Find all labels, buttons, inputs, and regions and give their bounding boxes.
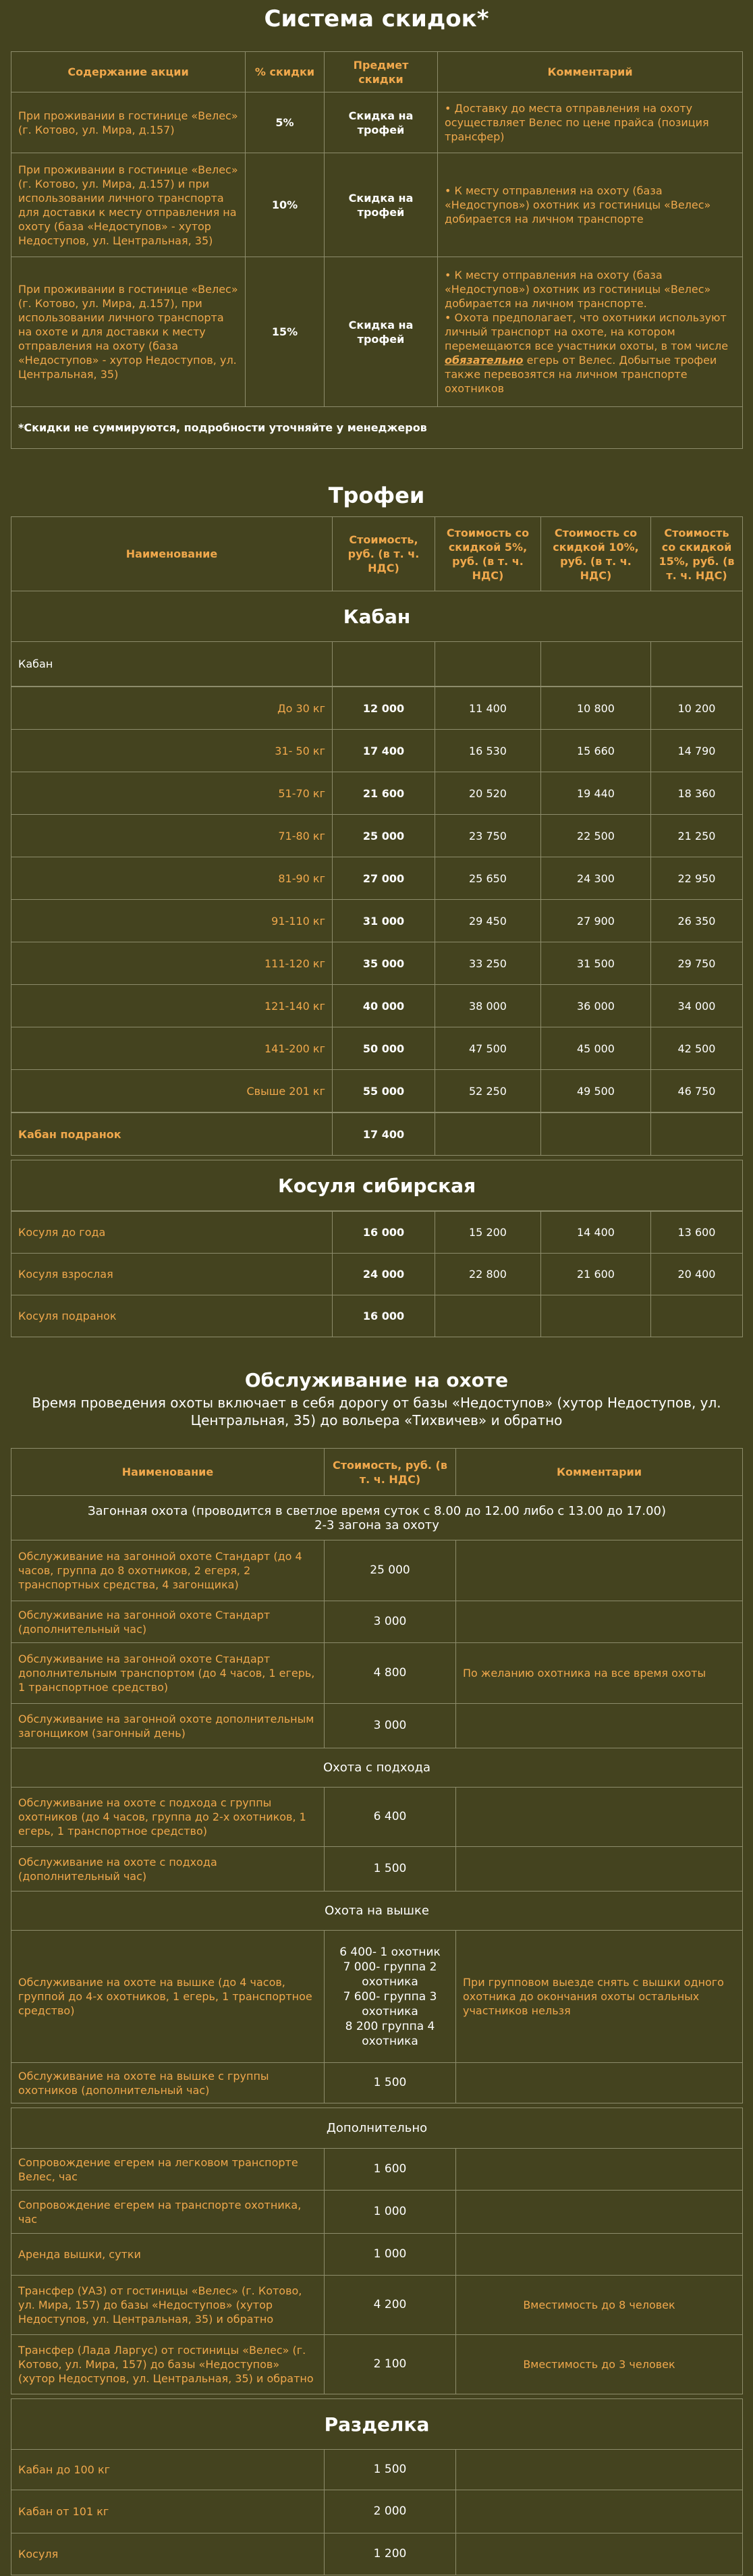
boar-price-15: 21 250: [651, 815, 743, 857]
boar-price-15: 18 360: [651, 772, 743, 815]
roe-price-15: 20 400: [651, 1254, 743, 1295]
header-price: Стоимость, руб. (в т. ч. НДС): [333, 517, 435, 591]
header-content: Содержание акции: [11, 52, 246, 92]
boar-price: 25 000: [333, 815, 435, 857]
boar-price-15: 10 200: [651, 687, 743, 730]
service-price: 3 000: [325, 1601, 456, 1643]
service-name: Обслуживание на загонной охоте дополнительным загонщиком (загонный день): [11, 1704, 325, 1748]
comment-text: • Охота предполагает, что охотники используют личный транспорт на охоте, на котором перемещаются все участники охоты, в том числе: [445, 311, 729, 352]
boar-price: 12 000: [333, 687, 435, 730]
discounts-footnote-row: [11, 407, 743, 449]
service-comment: [456, 2149, 743, 2191]
service-price: 1 500: [325, 2063, 456, 2103]
service-name: Обслуживание на охоте на вышке (до 4 часов, группой до 4-х охотников, 1 егерь, 1 транспортное средство): [11, 1931, 325, 2063]
service-name: Обслуживание на загонной охоте Стандарт (дополнительный час): [11, 1601, 325, 1643]
discount-comment: [438, 257, 743, 407]
boar-price-5: 20 520: [435, 772, 541, 815]
boar-price-5: 16 530: [435, 730, 541, 772]
header-discount-5: Стоимость со скидкой 5%, руб. (в т. ч. НДС): [435, 517, 541, 591]
tower-price-line: 7 600- группа 3 охотника: [343, 1989, 437, 2018]
service-price: 1 000: [325, 2191, 456, 2234]
discount-percent: 15%: [246, 257, 325, 407]
additional-row: [11, 2108, 743, 2149]
butchering-category-row: [11, 2399, 743, 2450]
stalk-hunt-row: [11, 1748, 743, 1788]
service-comment: [456, 1540, 743, 1601]
service-price: 1 000: [325, 2234, 456, 2276]
roe-price: 16 000: [333, 1295, 435, 1337]
boar-wounded-name: Кабан подранок: [11, 1113, 333, 1156]
roe-price: 16 000: [333, 1212, 435, 1254]
discount-percent: 5%: [246, 92, 325, 153]
discounts-title: Система скидок*: [264, 5, 489, 32]
service-row: [11, 2276, 743, 2335]
boar-title: Кабан: [11, 591, 743, 642]
service-name: Обслуживание на загонной охоте Стандарт дополнительным транспортом (до 4 часов, 1 егерь, 1 транспортное средство): [11, 1643, 325, 1704]
boar-price-10: 45 000: [541, 1027, 651, 1070]
service-price: 1 500: [325, 2450, 456, 2490]
trophies-title: Трофеи: [328, 483, 425, 508]
roe-price-5: [435, 1295, 541, 1337]
boar-weight: 51-70 кг: [11, 772, 333, 815]
service-price: 2 000: [325, 2490, 456, 2533]
boar-price-10: 22 500: [541, 815, 651, 857]
service-price: 6 400: [325, 1788, 456, 1847]
additional-rows: [11, 2149, 743, 2394]
service-row: [11, 2149, 743, 2191]
header-name: Наименование: [11, 1449, 325, 1496]
boar-row: [11, 857, 743, 900]
discount-content: При проживании в гостинице «Велес» (г. Котово, ул. Мира, д.157): [11, 92, 246, 153]
roe-price-10: 14 400: [541, 1212, 651, 1254]
boar-row: [11, 772, 743, 815]
boar-price-15: 22 950: [651, 857, 743, 900]
boar-row: [11, 1027, 743, 1070]
boar-row: [11, 1070, 743, 1112]
boar-price-10: 10 800: [541, 687, 651, 730]
boar-price: 21 600: [333, 772, 435, 815]
boar-price-15: 42 500: [651, 1027, 743, 1070]
service-title: Обслуживание на охоте: [244, 1369, 509, 1391]
boar-price-5: 29 450: [435, 900, 541, 942]
boar-weight: 141-200 кг: [11, 1027, 333, 1070]
boar-price-15: 14 790: [651, 730, 743, 772]
boar-price-5: 11 400: [435, 687, 541, 730]
boar-price-5: 33 250: [435, 942, 541, 985]
service-comment: [456, 2533, 743, 2575]
roe-row: [11, 1212, 743, 1254]
header-subject: Предмет скидки: [325, 52, 438, 92]
boar-price: 55 000: [333, 1070, 435, 1112]
service-subtitle: Время проведения охоты включает в себя дорогу от базы «Недоступов» (хутор Недоступов, ул. Центральная, 35) до вольера «Тихвичев» и обратно: [32, 1395, 721, 1428]
roe-price-5: 15 200: [435, 1212, 541, 1254]
driven-hunt-row: [11, 1496, 743, 1540]
service-comment: [456, 2191, 743, 2234]
service-price: 25 000: [325, 1540, 456, 1601]
boar-weight: 91-110 кг: [11, 900, 333, 942]
discount-comment-line: [445, 311, 735, 396]
service-name: Косуля: [11, 2533, 325, 2575]
boar-price-15: 29 750: [651, 942, 743, 985]
butchering-rows: [11, 2450, 743, 2575]
service-name: Сопровождение егерем на транспорте охотника, час: [11, 2191, 325, 2234]
roe-price: 24 000: [333, 1254, 435, 1295]
roe-row: [11, 1254, 743, 1295]
service-comment: [456, 2450, 743, 2490]
roe-price-10: [541, 1295, 651, 1337]
boar-rows: [11, 687, 743, 1112]
service-table: [11, 1448, 743, 2575]
additional-title: Дополнительно: [11, 2108, 743, 2149]
service-row: [11, 2335, 743, 2394]
service-row: [11, 2063, 743, 2103]
header-name: Наименование: [11, 517, 333, 591]
boar-row: [11, 942, 743, 985]
service-comment: При групповом выезде снять с вышки одного охотника до окончания охоты остальных участников нельзя: [456, 1931, 743, 2063]
roe-price-10: 21 600: [541, 1254, 651, 1295]
service-name: Обслуживание на охоте с подхода (дополнительный час): [11, 1847, 325, 1891]
tower-price-line: 8 200 группа 4 охотника: [345, 2019, 435, 2048]
boar-price-10: 24 300: [541, 857, 651, 900]
boar-weight: До 30 кг: [11, 687, 333, 730]
service-price: 4 800: [325, 1643, 456, 1704]
boar-price-10: 27 900: [541, 900, 651, 942]
boar-price-10: 36 000: [541, 985, 651, 1027]
service-price: 3 000: [325, 1704, 456, 1748]
service-name: Сопровождение егерем на легковом транспорте Велес, час: [11, 2149, 325, 2191]
boar-category-row: [11, 591, 743, 642]
roe-price-15: [651, 1295, 743, 1337]
boar-price: 50 000: [333, 1027, 435, 1070]
boar-row: [11, 730, 743, 772]
discounts-header-row: [11, 52, 743, 92]
service-price: 1 500: [325, 1847, 456, 1891]
discount-subject: Скидка на трофей: [325, 153, 438, 257]
service-comment: Вместимость до 8 человек: [456, 2276, 743, 2335]
boar-weight: 31- 50 кг: [11, 730, 333, 772]
tower-price-line: 6 400- 1 охотник: [339, 1945, 441, 1959]
service-comment: [456, 1847, 743, 1891]
roe-price-5: 22 800: [435, 1254, 541, 1295]
service-comment: [456, 1788, 743, 1847]
service-name: Кабан от 101 кг: [11, 2490, 325, 2533]
service-name: Обслуживание на охоте с подхода с группы охотников (до 4 часов, группа до 2-х охотников, 1 егерь, 1 транспортное средство): [11, 1788, 325, 1847]
comment-emphasis: обязательно: [445, 354, 524, 367]
stalk-hunt-title: Охота с подхода: [11, 1748, 743, 1788]
service-price: 4 200: [325, 2276, 456, 2335]
boar-price-10: 49 500: [541, 1070, 651, 1112]
discount-content: При проживании в гостинице «Велес» (г. Котово, ул. Мира, д.157), при использовании личного транспорта на охоте и для доставки к месту отправления на охоту (база «Недоступов» - хутор Недоступов, ул. Центральная, 35): [11, 257, 246, 407]
trophies-table: [11, 516, 743, 687]
service-price: 2 100: [325, 2335, 456, 2394]
boar-price-5: 47 500: [435, 1027, 541, 1070]
discounts-footnote: *Скидки не суммируются, подробности уточняйте у менеджеров: [11, 407, 743, 449]
roe-name: Косуля до года: [11, 1212, 333, 1254]
header-percent: % скидки: [246, 52, 325, 92]
service-row: [11, 2450, 743, 2490]
service-comment: [456, 2234, 743, 2276]
driven-hunt-title-line: Загонная охота (проводится в светлое время суток с 8.00 до 12.00 либо с 13.00 до 17.00): [87, 1503, 667, 1518]
boar-price-5: 52 250: [435, 1070, 541, 1112]
discount-subject: Скидка на трофей: [325, 257, 438, 407]
header-price: Стоимость, руб. (в т. ч. НДС): [325, 1449, 456, 1496]
boar-weight: 121-140 кг: [11, 985, 333, 1027]
roe-rows: [11, 1212, 743, 1337]
service-row: [11, 1643, 743, 1704]
boar-weight: 111-120 кг: [11, 942, 333, 985]
boar-price-10: 31 500: [541, 942, 651, 985]
discount-comment-line: • К месту отправления на охоту (база «Недоступов») охотник из гостиницы «Велес» добирается на личном транспорте.: [445, 269, 711, 310]
roe-price-15: 13 600: [651, 1212, 743, 1254]
service-name: Аренда вышки, сутки: [11, 2234, 325, 2276]
service-row: [11, 2191, 743, 2234]
service-row: [11, 1704, 743, 1748]
boar-price-15: 46 750: [651, 1070, 743, 1112]
driven-hunt-title-line: 2-3 загона за охоту: [314, 1518, 439, 1532]
boar-price-10: 15 660: [541, 730, 651, 772]
boar-wounded-table: [11, 1112, 743, 1211]
service-name: Обслуживание на загонной охоте Стандарт (до 4 часов, группа до 8 охотников, 2 егеря, 2 транспортных средства, 4 загонщика): [11, 1540, 325, 1601]
header-discount-10: Стоимость со скидкой 10%, руб. (в т. ч. НДС): [541, 517, 651, 591]
service-comment: [456, 2490, 743, 2533]
stalk-hunt-rows: [11, 1788, 743, 1891]
boar-price: 27 000: [333, 857, 435, 900]
service-comment: [456, 1601, 743, 1643]
roe-row: [11, 1295, 743, 1337]
boar-row: [11, 900, 743, 942]
discount-subject: Скидка на трофей: [325, 92, 438, 153]
driven-hunt-title: [11, 1496, 743, 1540]
service-comment: Вместимость до 3 человек: [456, 2335, 743, 2394]
boar-price: 17 400: [333, 730, 435, 772]
tower-hunt-title: Охота на вышке: [11, 1891, 743, 1931]
boar-label: Кабан: [11, 642, 333, 687]
boar-price-5: 23 750: [435, 815, 541, 857]
boar-price: 31 000: [333, 900, 435, 942]
service-row: [11, 1601, 743, 1643]
boar-rows-table: [11, 687, 743, 1112]
trophies-header-row: [11, 517, 743, 591]
discount-percent: 10%: [246, 153, 325, 257]
service-row: [11, 1540, 743, 1601]
discount-content: При проживании в гостинице «Велес» (г. Котово, ул. Мира, д.157) и при использовании личного транспорта для доставки к месту отправления на охоту (база «Недоступов» - хутор Недоступов, ул. Центральная, 35): [11, 153, 246, 257]
service-row: [11, 1788, 743, 1847]
service-name: Обслуживание на охоте на вышке с группы охотников (дополнительный час): [11, 2063, 325, 2103]
service-row: [11, 2490, 743, 2533]
service-header-row: [11, 1449, 743, 1496]
boar-wounded-price: 17 400: [333, 1113, 435, 1156]
service-row: [11, 1847, 743, 1891]
boar-weight: Свыше 201 кг: [11, 1070, 333, 1112]
tower-price-line: 7 000- группа 2 охотника: [343, 1960, 437, 1989]
roe-name: Косуля подранок: [11, 1295, 333, 1337]
roe-name: Косуля взрослая: [11, 1254, 333, 1295]
discounts-table: [11, 51, 743, 449]
boar-row: [11, 687, 743, 730]
discount-row: [11, 257, 743, 407]
discount-comment: • Доставку до места отправления на охоту осуществляет Велес по цене прайса (позиция трансфер): [438, 92, 743, 153]
roe-title: Косуля сибирская: [11, 1160, 743, 1211]
header-comment: Комментарий: [438, 52, 743, 92]
service-price: [325, 1931, 456, 2063]
service-name: Кабан до 100 кг: [11, 2450, 325, 2490]
roe-category-row: [11, 1160, 743, 1211]
butchering-title: Разделка: [11, 2399, 743, 2450]
boar-price-15: 34 000: [651, 985, 743, 1027]
service-row: [11, 2234, 743, 2276]
header-comment: Комментарии: [456, 1449, 743, 1496]
boar-price-10: 19 440: [541, 772, 651, 815]
boar-price: 40 000: [333, 985, 435, 1027]
service-name: Трансфер (УАЗ) от гостиницы «Велес» (г. Котово, ул. Мира, 157) до базы «Недоступов» (хутор Недоступов, ул. Центральная, 35) и обратно: [11, 2276, 325, 2335]
boar-price: 35 000: [333, 942, 435, 985]
boar-weight: 81-90 кг: [11, 857, 333, 900]
discount-comment: • К месту отправления на охоту (база «Недоступов») охотник из гостиницы «Велес» добирается на личном транспорте: [438, 153, 743, 257]
roe-rows-table: [11, 1211, 743, 1337]
tower-hunt-row: [11, 1891, 743, 1931]
service-price: 1 200: [325, 2533, 456, 2575]
boar-row: [11, 815, 743, 857]
comment-text: егерь от Велес. Добытые трофеи также перевозятся на личном транспорте охотников: [445, 354, 717, 395]
service-comment: По желанию охотника на все время охоты: [456, 1643, 743, 1704]
boar-price-5: 38 000: [435, 985, 541, 1027]
boar-weight: 71-80 кг: [11, 815, 333, 857]
service-comment: [456, 2063, 743, 2103]
service-price: 1 600: [325, 2149, 456, 2191]
boar-label-row: [11, 642, 743, 687]
boar-price-15: 26 350: [651, 900, 743, 942]
service-comment: [456, 1704, 743, 1748]
boar-row: [11, 985, 743, 1027]
boar-price-5: 25 650: [435, 857, 541, 900]
discount-row: [11, 92, 743, 153]
service-row: [11, 2533, 743, 2575]
header-discount-15: Стоимость со скидкой 15%, руб. (в т. ч. НДС): [651, 517, 743, 591]
service-name: Трансфер (Лада Ларгус) от гостиницы «Велес» (г. Котово, ул. Мира, 157) до базы «Недоступов» (хутор Недоступов, ул. Центральная, 35) и обратно: [11, 2335, 325, 2394]
driven-hunt-rows: [11, 1540, 743, 1748]
discount-row: [11, 153, 743, 257]
boar-wounded-row: [11, 1113, 743, 1156]
service-row: [11, 1931, 743, 2063]
